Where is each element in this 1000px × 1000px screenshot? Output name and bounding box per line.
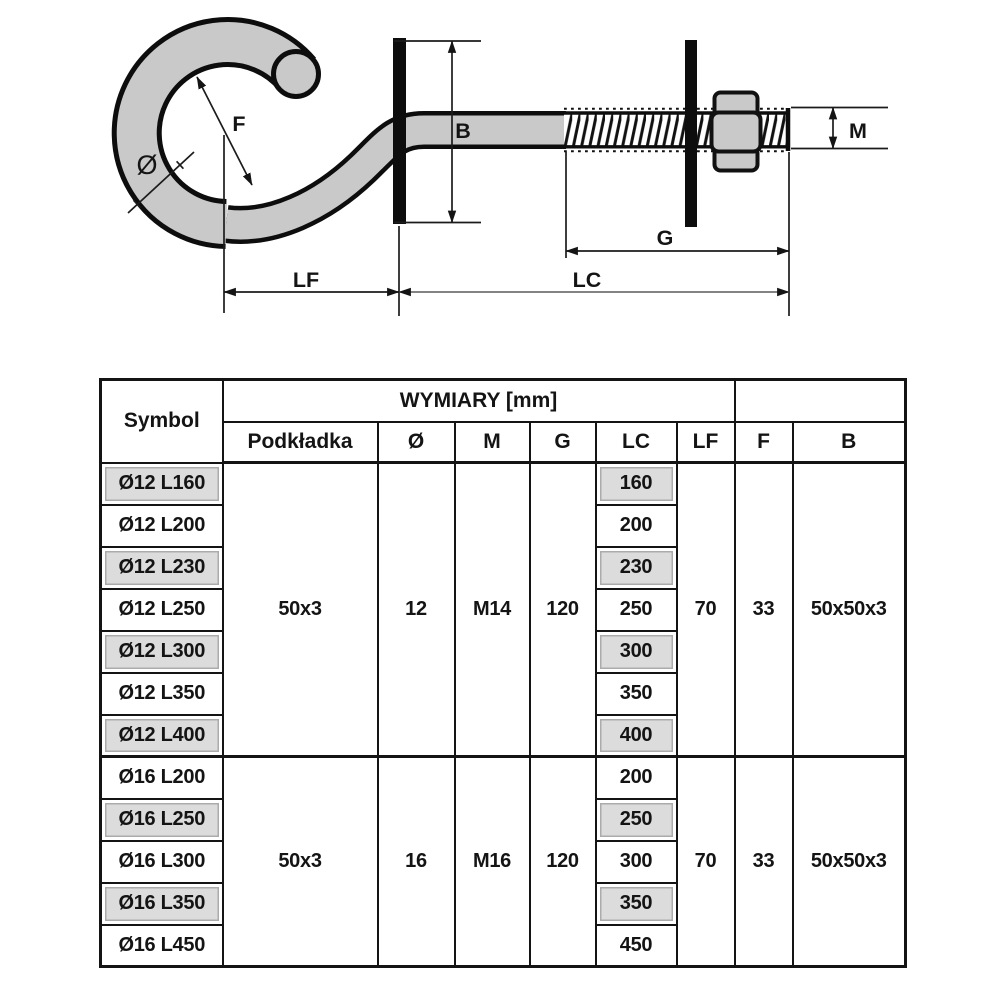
lc-cell: 300 (596, 841, 677, 883)
dim-LC-label: LC (572, 268, 602, 292)
dim-B-label: B (455, 119, 471, 143)
m-cell: M14 (455, 463, 530, 757)
symbol-cell: Ø16 L300 (101, 841, 223, 883)
symbol-cell: Ø12 L230 (101, 547, 223, 589)
g-cell: 120 (530, 463, 596, 757)
lf-cell: 70 (677, 757, 735, 967)
col-header-podkladka: Podkładka (223, 422, 378, 463)
symbol-cell: Ø16 L350 (101, 883, 223, 925)
dim-LF-label: LF (292, 268, 320, 292)
b-cell: 50x50x3 (793, 757, 906, 967)
f-cell: 33 (735, 463, 793, 757)
dims-header: WYMIARY [mm] (223, 380, 735, 422)
symbol-header: Symbol (101, 380, 223, 463)
hook-bolt-technical-drawing (0, 0, 1000, 352)
diameter-cell: 12 (378, 463, 455, 757)
lc-cell: 350 (596, 673, 677, 715)
dimension-table (99, 378, 907, 968)
symbol-cell: Ø16 L250 (101, 799, 223, 841)
diameter-cell: 16 (378, 757, 455, 967)
col-header-m: M (455, 422, 530, 463)
lc-cell: 250 (596, 799, 677, 841)
dim-M-label: M (849, 119, 867, 143)
symbol-cell: Ø16 L450 (101, 925, 223, 967)
lc-cell: 400 (596, 715, 677, 757)
col-header-diameter: Ø (378, 422, 455, 463)
mounting-plate-bar (393, 38, 406, 224)
m-cell: M16 (455, 757, 530, 967)
symbol-cell: Ø12 L250 (101, 589, 223, 631)
f-cell: 33 (735, 757, 793, 967)
col-header-lf: LF (677, 422, 735, 463)
col-header-lc: LC (596, 422, 677, 463)
lc-cell: 350 (596, 883, 677, 925)
col-header-f: F (735, 422, 793, 463)
col-header-b: B (793, 422, 906, 463)
table-row (101, 757, 906, 799)
symbol-cell: Ø12 L400 (101, 715, 223, 757)
symbol-cell: Ø12 L300 (101, 631, 223, 673)
dimension-lines (128, 41, 888, 316)
symbol-cell: Ø12 L200 (101, 505, 223, 547)
lc-cell: 300 (596, 631, 677, 673)
col-header-g: G (530, 422, 596, 463)
lc-cell: 200 (596, 757, 677, 799)
lf-cell: 70 (677, 463, 735, 757)
dims-header-spacer (735, 380, 906, 422)
dim-G-label: G (656, 226, 674, 250)
lc-cell: 200 (596, 505, 677, 547)
dim-F-label: F (232, 112, 246, 136)
lc-cell: 230 (596, 547, 677, 589)
g-cell: 120 (530, 757, 596, 967)
podkladka-cell: 50x3 (223, 463, 378, 757)
symbol-cell: Ø12 L350 (101, 673, 223, 715)
table-row (101, 463, 906, 505)
lc-cell: 250 (596, 589, 677, 631)
dim-diameter-label: Ø (136, 150, 158, 180)
lc-cell: 160 (596, 463, 677, 505)
b-cell: 50x50x3 (793, 463, 906, 757)
symbol-cell: Ø12 L160 (101, 463, 223, 505)
lc-cell: 450 (596, 925, 677, 967)
symbol-cell: Ø16 L200 (101, 757, 223, 799)
second-plate-bar (685, 40, 697, 227)
hook-ball-end (274, 52, 319, 97)
hex-nut (712, 93, 761, 171)
podkladka-cell: 50x3 (223, 757, 378, 967)
